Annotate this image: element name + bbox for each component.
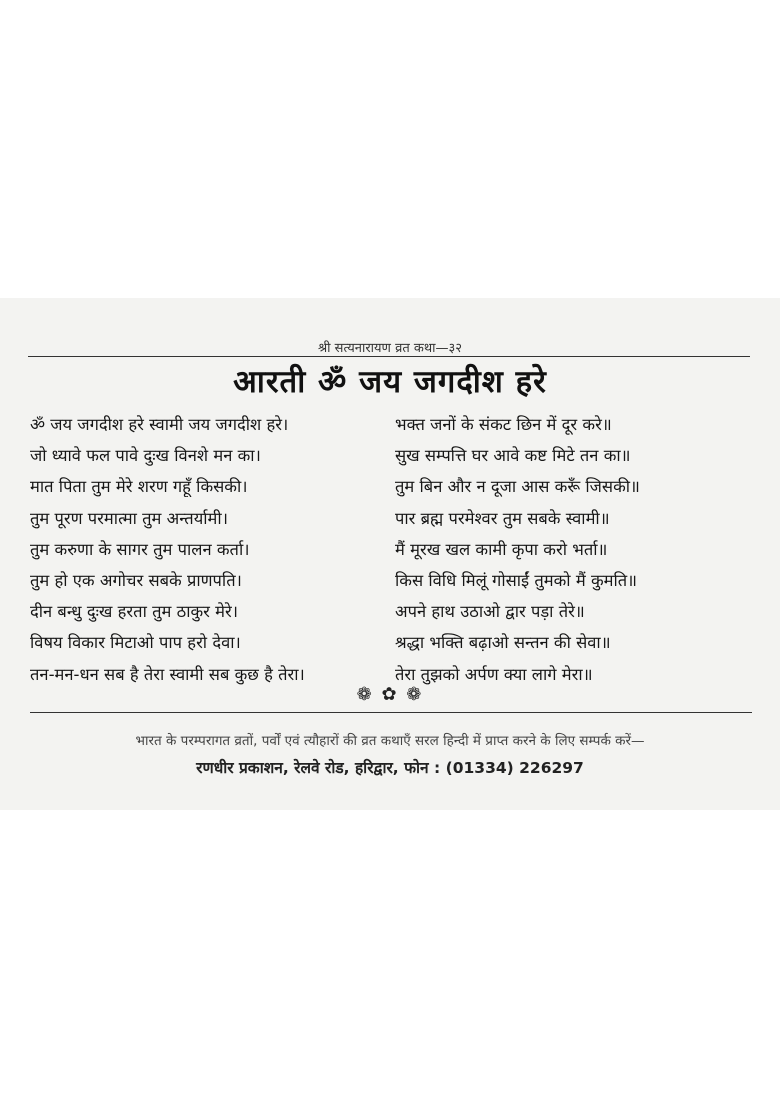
verse-6-right: किस विधि मिलूं गोसाईं तुमको मैं कुमति॥ (395, 571, 638, 591)
verse-line-4 (30, 502, 755, 533)
bottom-divider (30, 712, 752, 713)
verse-4-left: तुम पूरण परमात्मा तुम अन्तर्यामी। (30, 508, 228, 528)
verse-line-5 (30, 533, 755, 564)
verse-3-left: मात पिता तुम मेरे शरण गहूँ किसकी। (30, 477, 248, 497)
verse-5-left: तुम करुणा के सागर तुम पालन कर्ता। (30, 539, 250, 559)
page-title: आरती ॐ जय जगदीश हरे (233, 364, 547, 400)
verse-9-left: तन-मन-धन सब है तेरा स्वामी सब कुछ है तेरा। (30, 664, 305, 684)
verse-line-6 (30, 564, 755, 595)
verse-line-7 (30, 595, 755, 626)
verse-1-right: भक्त जनों के संकट छिन में दूर करे॥ (395, 415, 612, 435)
verse-7-left: दीन बन्धु दुःख हरता तुम ठाकुर मेरे। (30, 602, 239, 622)
running-head: श्री सत्यनारायण व्रत कथा—३२ (317, 341, 463, 356)
verse-line-3 (30, 470, 755, 501)
aarti-verses (30, 408, 755, 689)
verse-5-right: मैं मूरख खल कामी कृपा करो भर्ता॥ (395, 539, 608, 559)
footer-note: भारत के परम्परागत व्रतों, पर्वों एवं त्यौहारों की व्रत कथाएँ सरल हिन्दी में प्राप्त करने के लिए सम्पर्क करें— (135, 733, 645, 749)
verse-1-left: ॐ जय जगदीश हरे स्वामी जय जगदीश हरे। (30, 415, 289, 435)
verse-7-right: अपने हाथ उठाओ द्वार पड़ा तेरे॥ (395, 602, 585, 622)
verse-6-left: तुम हो एक अगोचर सबके प्राणपति। (30, 571, 242, 591)
verse-2-left: जो ध्यावे फल पावे दुःख विनशे मन का। (30, 446, 261, 466)
verse-line-1 (30, 408, 755, 439)
verse-3-right: तुम बिन और न दूजा आस करूँ जिसकी॥ (395, 477, 640, 497)
verse-4-right: पार ब्रह्म परमेश्वर तुम सबके स्वामी॥ (395, 508, 610, 528)
verse-8-right: श्रद्धा भक्ति बढ़ाओ सन्तन की सेवा॥ (395, 633, 611, 653)
top-divider (28, 356, 750, 357)
verse-line-2 (30, 439, 755, 470)
ornament-icon: ❁ ✿ ❁ (356, 684, 424, 705)
verse-line-8 (30, 626, 755, 657)
verse-9-right: तेरा तुझको अर्पण क्या लागे मेरा॥ (395, 664, 593, 684)
footer-publisher: रणधीर प्रकाशन, रेलवे रोड, हरिद्वार, फोन : (01334) 226297 (196, 759, 584, 777)
verse-2-right: सुख सम्पत्ति घर आवे कष्ट मिटे तन का॥ (395, 446, 631, 466)
verse-8-left: विषय विकार मिटाओ पाप हरो देवा। (30, 633, 241, 653)
